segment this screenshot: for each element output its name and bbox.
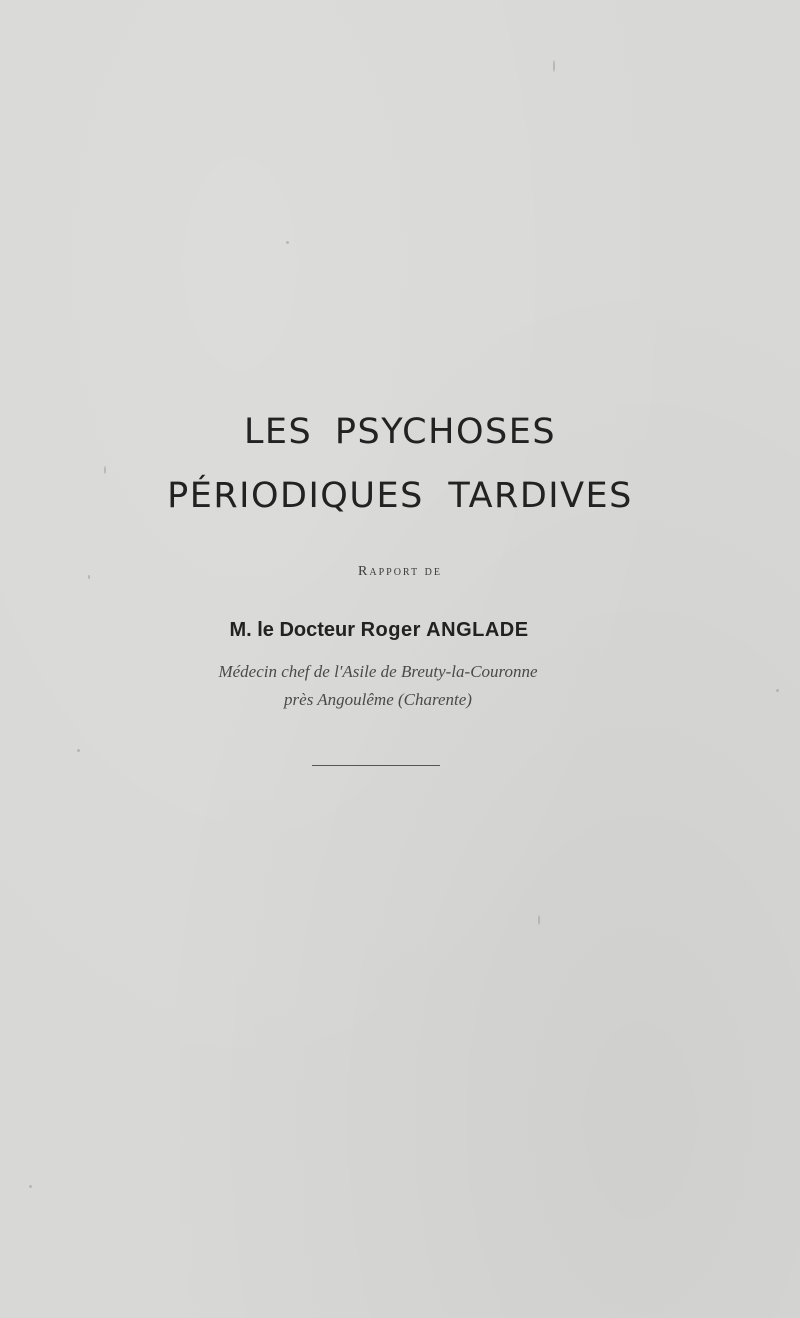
paper-speck [104, 466, 106, 474]
paper-speck [553, 60, 555, 72]
report-label: Rapport de [358, 564, 442, 579]
affiliation-line-1: Médecin chef de l'Asile de Breuty-la-Couronne [218, 662, 538, 681]
title-line-2: PÉRIODIQUES TARDIVES [167, 476, 633, 516]
separator-rule [312, 765, 440, 766]
paper-speck [77, 749, 80, 752]
paper-speck [286, 241, 289, 244]
author-line [0, 619, 758, 642]
author-name: Roger ANGLADE [360, 619, 529, 641]
affiliation-line-2: près Angoulême (Charente) [284, 690, 472, 709]
paper-speck [29, 1185, 32, 1188]
author-prefix: M. le Docteur [229, 619, 356, 641]
paper-speck [776, 689, 779, 692]
paper-speck [538, 915, 540, 925]
title-line-1: LES PSYCHOSES [243, 412, 557, 452]
